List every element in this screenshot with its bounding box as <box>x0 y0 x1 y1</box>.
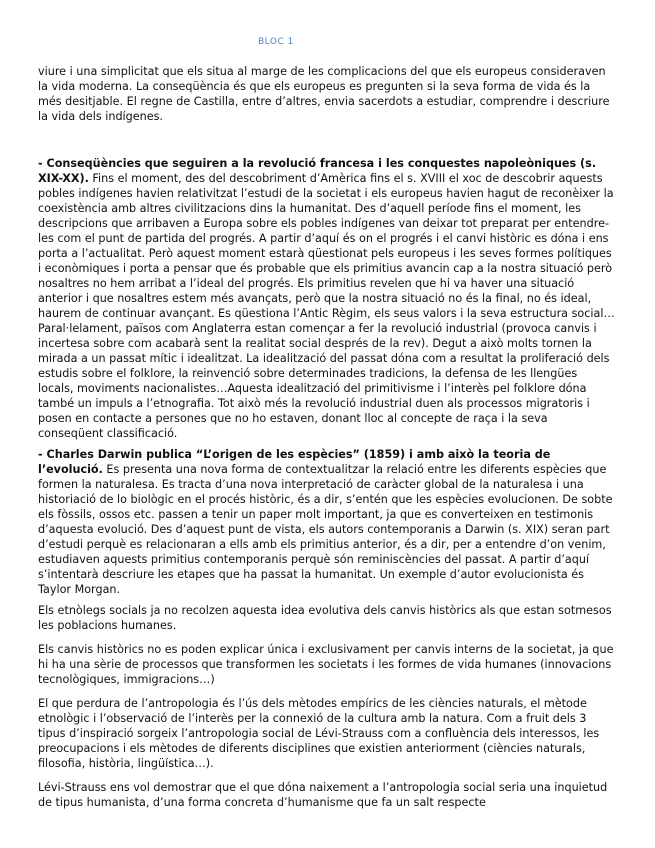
section-heading: - Charles Darwin publica “L’origen de les espècies” (1859) i amb això la teoria de l’evolució. <box>38 448 551 476</box>
paragraph-anthropology-legacy: El que perdura de l’antropologia és l’ús dels mètodes empírics de les ciències naturals, el mètode etnològic i l’observació de l’interès per la connexió de la cultura amb la natura. Com a fruit dels 3 tipus d’inspiració sorgeix l’antropologia social de Lévi-Strauss com a confluència dels interessos, les preocupacions i els mètodes de diferents disciplines que existien anteriorment (ciències naturals, filosofia, història, lingüística…). <box>38 697 600 770</box>
paragraph-social-ethnologists: Els etnòlegs socials ja no recolzen aquesta idea evolutiva dels canvis històrics als que estan sotmesos les poblacions humanes. <box>38 604 612 632</box>
paragraph-historical-changes: Els canvis històrics no es poden explicar única i exclusivament per canvis interns de la societat, ja que hi ha una sèrie de processos que transformen les societats i les formes de vida humanes (innovacions tecnològiques, immigracions…) <box>38 643 614 686</box>
paragraph-french-revolution: - Conseqüències que seguiren a la revolució francesa i les conquestes napoleòniques (s. XIX-XX). Fins el moment, des del descobriment d’Amèrica fins el s. XVIII el xoc de descobrir aquests pobles indígenes havien relativitzat l’estudi de la societat i els europeus havien hagut de reconèixer la coexistència amb altres civilitzacions dins la humanitat. Des d’aquell període fins el moment, les descripcions que arribaven a Europa sobre els pobles indígenes van deixar tot preparat per entendre-les com el punt de partida del progrés. A partir d’aquí és on el progrés i el canvi històric es dóna i ens porta a l’actualitat. Però aquest moment estarà qüestionat pels europeus i les seves formes polítiques i econòmiques i porta a pensar que és probable que els primitius avancin cap a la nostra situació però nosaltres no hem arribat a l’ideal del progrés. Els primitius revelen que hi va haver una situació anterior i que nosaltres estem més avançats, però que la nostra situació no és la final, no és ideal, haurem de continuar avançant. Es qüestiona l’Antic Règim, els seus valors i la seva estructura social…Paral·lelament, països com Anglaterra estan començar a fer la revolució industrial (provoca canvis i incertesa sobre com acabarà sent la realitat social després de la rev). Degut a això molts tornen la mirada a un passat mític i idealitzat. La idealització del passat dóna com a resultat la proliferació dels estudis sobre el folklore, la reinvenció sobre determinades tradicions, la defensa de les llengües locals, moviments nacionalistes…Aquesta idealització del primitivisme i l’interès pel folklore dóna també un impuls a l’etnografia. Tot això més la revolució industrial duen als processos migratoris i posen en contacte a persones que no ho estaven, donant lloc al concepte de raça i la seva conseqüent classificació. <box>38 157 615 440</box>
header-label: BLOC 1 <box>258 37 294 47</box>
paragraph-darwin: - Charles Darwin publica “L’origen de les espècies” (1859) i amb això la teoria de l’evolució. Es presenta una nova forma de contextualitzar la relació entre les diferents espècies que formen la naturalesa. Es tracta d’una nova interpretació de caràcter global de la naturalesa i una historiació de lo biològic en el procés històric, és a dir, s’entén que les espècies evolucionen. De sobte els fòssils, ossos etc. passen a tenir un paper molt important, ja que es converteixen en testimonis d’aquesta evolució. Des d’aquest punt de vista, els autors contemporanis a Darwin (s. XIX) seran part d’estudi perquè es relacionaran a ells amb els primitius anterior, és a dir, per a entendre d’on venim, estudiaven aquests primitius contemporanis perquè són reminiscències del passat. A partir d’aquí s’intentarà descriure les etapes que ha passat la humanitat. Un exemple d’autor evolucionista és Taylor Morgan. <box>38 448 613 596</box>
section-heading: - Conseqüències que seguiren a la revolució francesa i les conquestes napoleòniques (s. XIX-XX). <box>38 157 597 185</box>
paragraph-levi-strauss: Lévi-Strauss ens vol demostrar que el que dóna naixement a l’antropologia social seria una inquietud de tipus humanista, d’una forma concreta d’humanisme que fa un salt respecte <box>38 781 608 809</box>
paragraph-intro: viure i una simplicitat que els situa al marge de les complicacions del que els europeus consideraven la vida moderna. La conseqüència és que els europeus es pregunten si la seva forma de vida és la més desitjable. El regne de Castilla, entre d’altres, envia sacerdots a estudiar, comprendre i descriure la vida dels indígenes. <box>38 65 610 123</box>
document-body <box>38 64 616 819</box>
